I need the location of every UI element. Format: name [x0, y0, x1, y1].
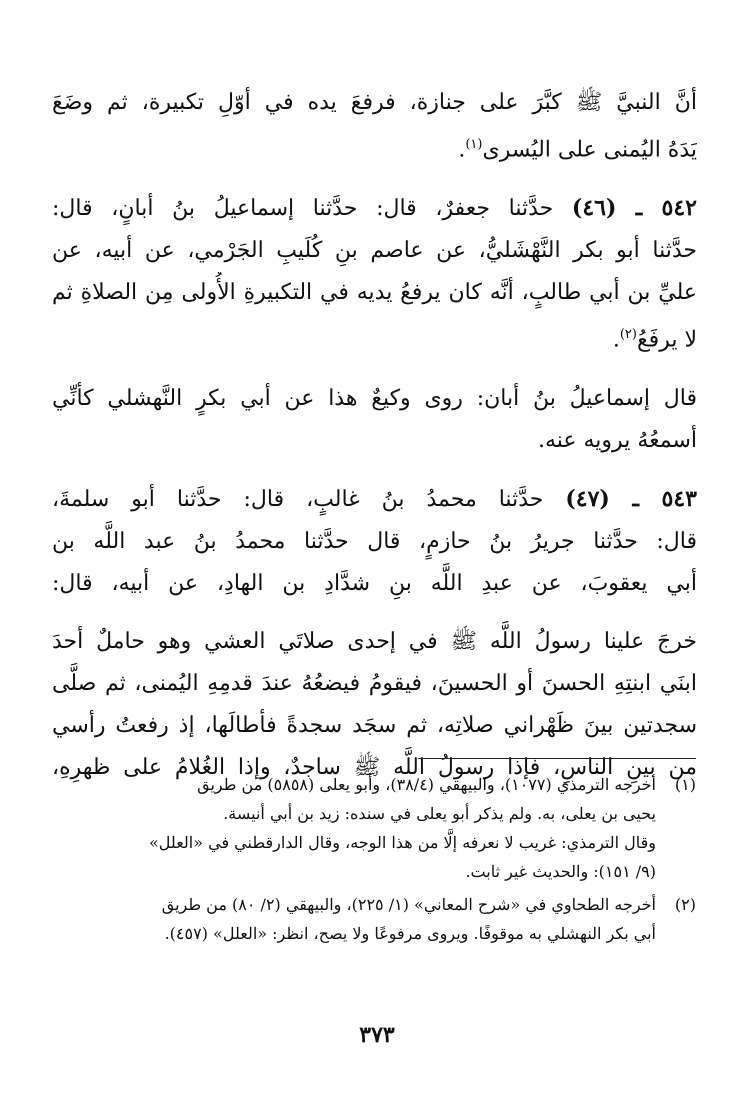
text-line [52, 478, 697, 521]
text-line: ابنَي ابنتِهِ الحسنَ أو الحسينَ، فيقومُ فيضعُهُ عندَ قدمِهِ اليُمنى، ثم صلَّى [52, 670, 697, 696]
text-segment: حدَّثنا محمدُ بنُ غالبٍ، قال: حدَّثنا أبو سلمةَ، [52, 486, 566, 512]
footnote-number: (١) [674, 775, 696, 794]
paragraph-3 [52, 378, 697, 462]
footnote-ref-1[interactable]: (١) [465, 137, 483, 152]
paragraph-1 [52, 82, 697, 171]
footnote-2 [66, 890, 696, 948]
footnote-number: (٢) [674, 895, 696, 914]
text-line: أنَّ النبيَّ ﷺ كبَّرَ على جنازة، فرفعَ يده في أوّلِ تكبيرة، ثم وضَعَ [52, 90, 697, 115]
footnote-line: أخرجه الترمذي (١٠٧٧)، والبيهقي (٣٨/٤)، وأبو يعلى (٥٨٥٨) من طريق [197, 775, 656, 794]
hadith-543 [52, 478, 697, 605]
hadith-542 [52, 187, 697, 361]
footnote-ref-2[interactable]: (٢) [619, 327, 637, 343]
text-line: قال إسماعيلُ بنُ أبان: روى وكيعٌ هذا عن أبي بكرٍ النَّهشلي كأنِّي [52, 385, 697, 411]
text-line: أسمعُهُ يرويه عنه. [537, 427, 697, 453]
page-number: ٣٧٣ [359, 1022, 395, 1048]
paragraph-5 [52, 621, 697, 789]
footnotes [66, 770, 696, 952]
text-line: سجدتين بينَ ظَهْراني صلاتِه، ثم سجَد سجدةً فأطالَها، إذ رفعتُ رأسي [52, 712, 697, 738]
text-segment: . [458, 137, 466, 163]
footnote-line: وقال الترمذي: غريب لا نعرفه إلَّا من هذا الوجه، وقال الدارقطني في «العلل» [148, 833, 656, 852]
text-segment: لا يرفَعُ [636, 327, 697, 353]
text-line [52, 314, 697, 361]
text-segment: . [612, 327, 620, 353]
footnote-line: أبي بكر النهشلي به موقوفًا. ويروى مرفوعًا ولا يصح، انظر: «العلل» (٤٥٧). [164, 924, 656, 943]
text-segment: يَدَهُ اليُمنى على اليُسرى [482, 137, 697, 163]
text-line: قال: حدَّثنا جريرُ بنُ حازمٍ، قال حدَّثنا محمدُ بنُ عبد اللَّه بن [52, 528, 697, 554]
text-line: من بينِ الناسِ، فإذا رسولُ اللَّه ﷺ ساجدٌ، وإذا الغُلامُ على ظهرِهِ، [52, 754, 697, 780]
footnote-line: (٩/ ١٥١): والحديث غير ثابت. [465, 862, 656, 881]
text-line [52, 124, 697, 171]
text-segment: حدَّثنا جعفرٌ، قال: حدَّثنا إسماعيلُ بنُ أبانٍ، قال: [52, 196, 572, 222]
hadith-number: ٥٤٣ ـ (٤٧) [565, 485, 697, 512]
text-line: أبي يعقوبَ، عن عبدِ اللَّه بنِ شدَّادِ بن الهادِ، عن أبيه، قال: [52, 570, 697, 596]
text-line: خرجَ علينا رسولُ اللَّه ﷺ في إحدى صلاتَي العشي وهو حاملٌ أحدَ [52, 628, 697, 654]
text-line: عليِّ بن أبي طالبٍ، أنَّه كان يرفعُ يديه في التكبيرةِ الأُولى مِن الصلاةِ ثم [52, 280, 697, 306]
footnote-line: يحيى بن يعلى، به. ولم يذكر أبو يعلى في سنده: زيد بن أبي أنيسة. [223, 804, 656, 823]
footnote-line: أخرجه الطحاوي في «شرح المعاني» (١/ ٢٢٥)، والبيهقي (٢/ ٨٠) من طريق [161, 895, 656, 914]
hadith-number: ٥٤٢ ـ (٤٦) [571, 195, 697, 222]
main-text [52, 82, 697, 789]
footnote-divider [418, 758, 696, 759]
text-line [52, 187, 697, 230]
footnote-1 [66, 770, 696, 886]
text-line: حدَّثنا أبو بكر النَّهْشَليُّ، عن عاصم بنِ كُلَيبِ الجَرْمي، عن أبيه، عن [52, 238, 697, 264]
